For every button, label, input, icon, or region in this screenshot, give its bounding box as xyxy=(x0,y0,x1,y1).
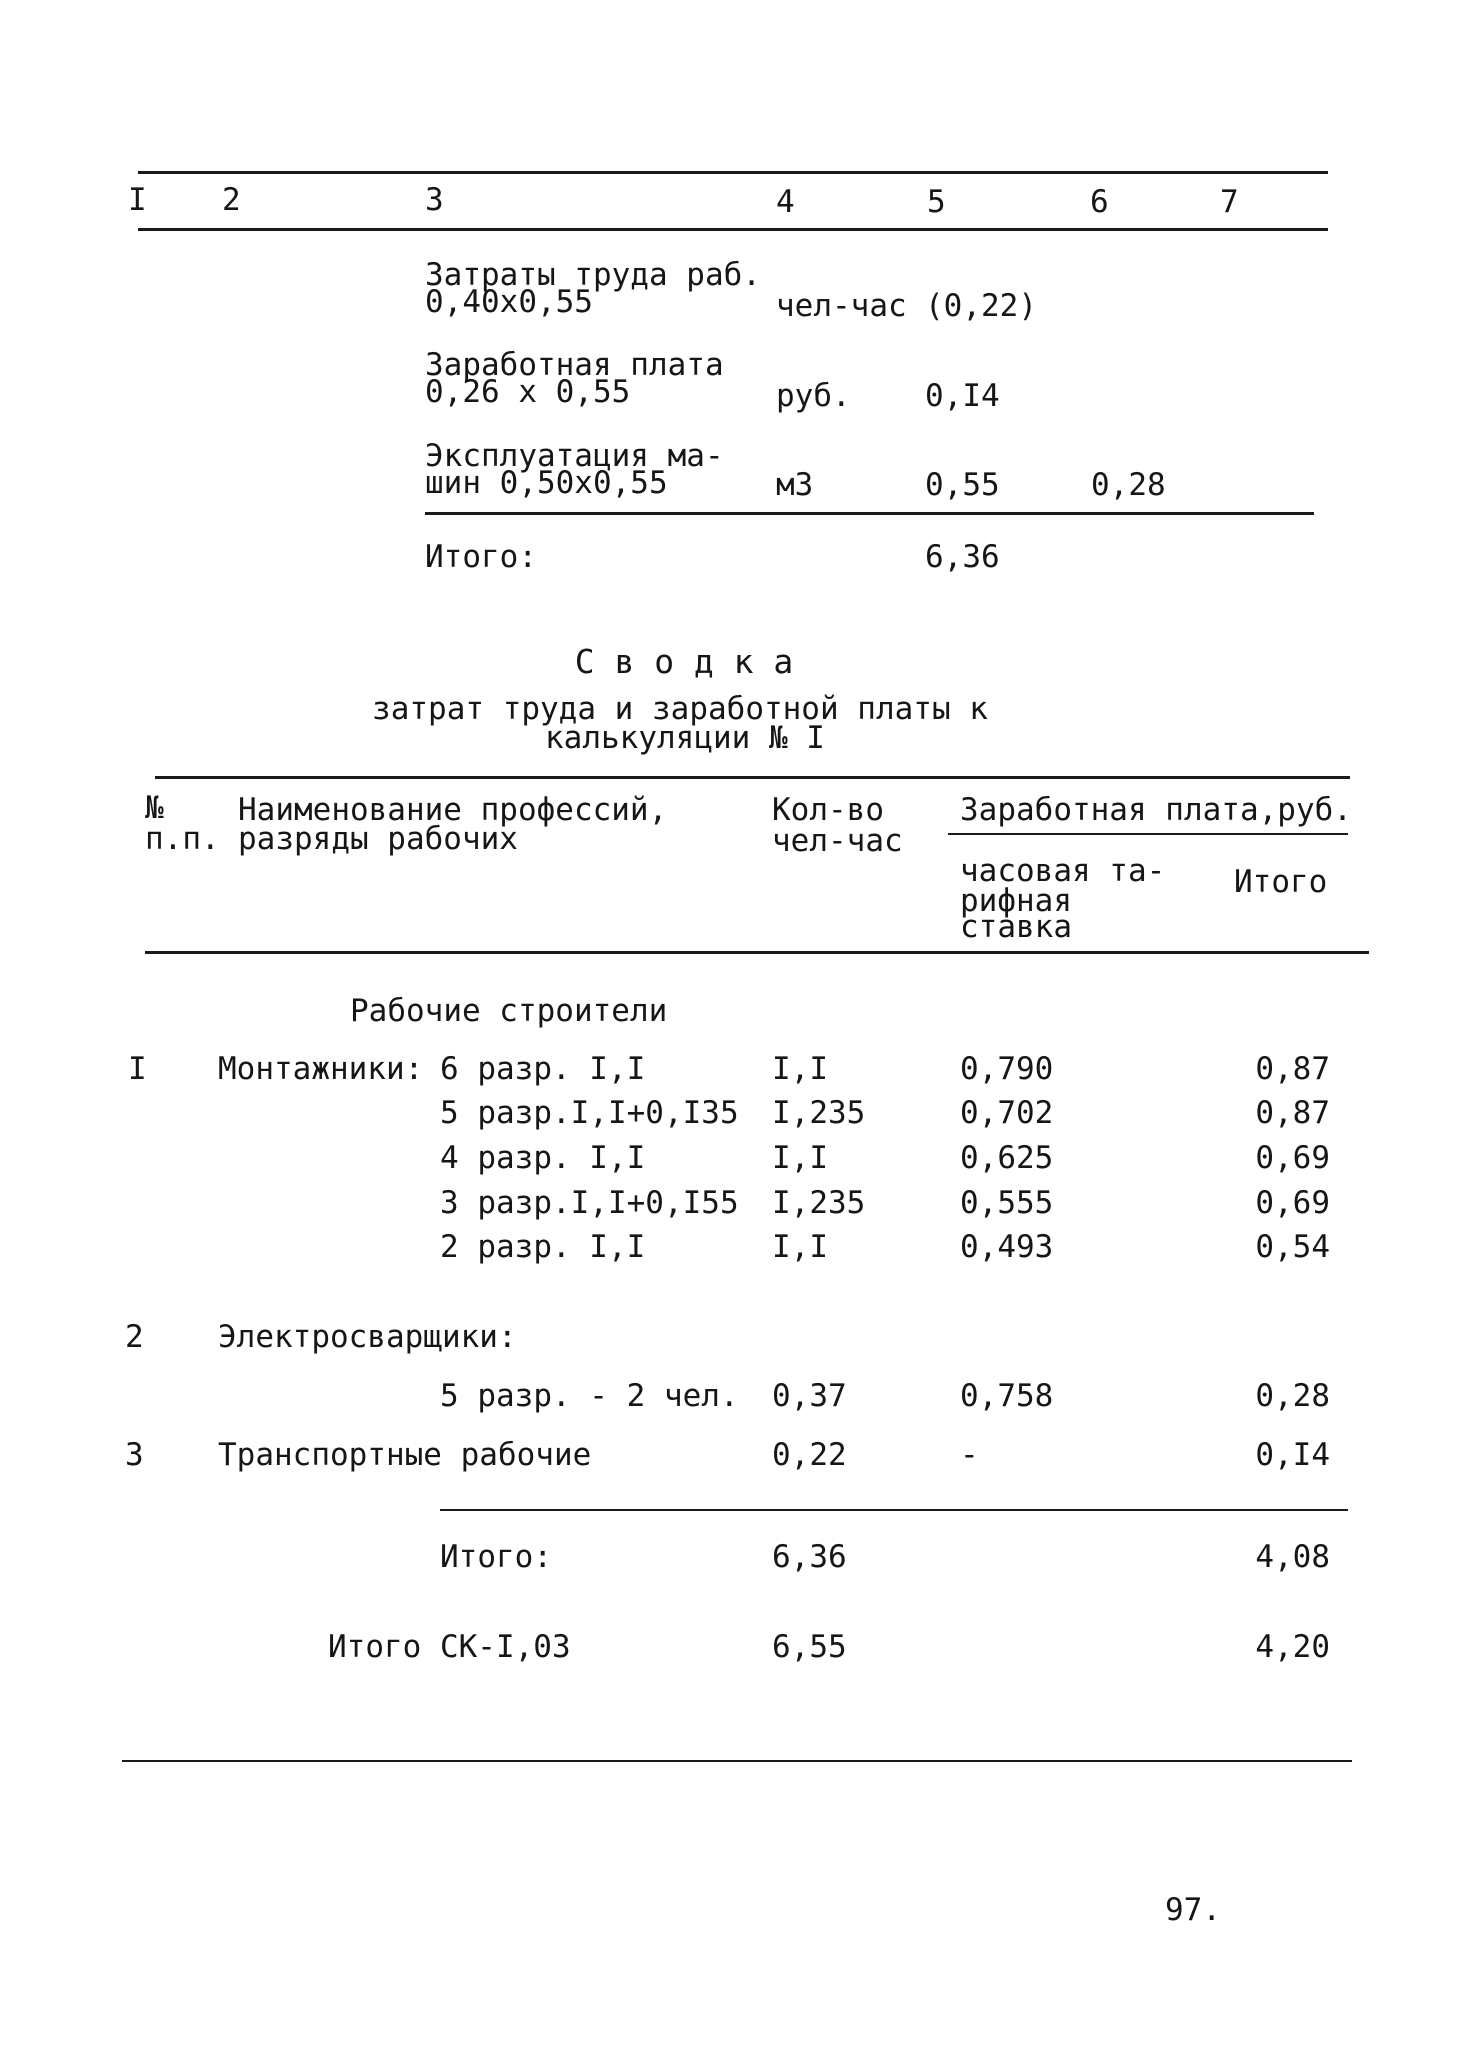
header-bottom-rule xyxy=(145,951,1369,954)
group-num: 2 xyxy=(125,1319,144,1355)
row-total: 0,I4 xyxy=(1255,1437,1330,1473)
row-qty: I,I xyxy=(772,1229,828,1265)
row-qty: 0,37 xyxy=(772,1378,847,1414)
row-total: 0,87 xyxy=(1255,1095,1330,1131)
header-rate-2: рифная xyxy=(960,883,1072,919)
col-number-7: 7 xyxy=(1220,184,1239,220)
summary-ck-label: Итого СК-I,03 xyxy=(328,1629,571,1665)
summary-ck-qty: 6,55 xyxy=(772,1629,847,1665)
header-rate: часовая та- xyxy=(960,853,1166,889)
row-formula: 0,40x0,55 xyxy=(425,284,593,320)
group-num: 3 xyxy=(125,1437,144,1473)
row-rate: - xyxy=(960,1437,979,1473)
row-grade: 2 разр. I,I xyxy=(440,1229,646,1265)
row-grade: 3 разр.I,I+0,I55 xyxy=(440,1185,739,1221)
col-number-6: 6 xyxy=(1090,184,1109,220)
row-grade: 5 разр. - 2 чел. xyxy=(440,1378,739,1414)
row-rate: 0,702 xyxy=(960,1095,1054,1131)
page-number: 97. xyxy=(1165,1892,1221,1928)
summary-subtitle-2: калькуляции № I xyxy=(545,720,825,756)
group-name: Транспортные рабочие xyxy=(218,1437,592,1473)
row-qty: I,235 xyxy=(772,1095,866,1131)
row-rate: 0,790 xyxy=(960,1051,1054,1087)
row-value: 0,55 xyxy=(925,467,1000,503)
row-total: 0,69 xyxy=(1255,1140,1330,1176)
bottom-rule xyxy=(122,1760,1352,1762)
row-unit: руб. xyxy=(776,378,851,414)
header-qty: Кол-во xyxy=(772,792,884,828)
row-qty: 0,22 xyxy=(772,1437,847,1473)
header-wage: Заработная плата,руб. xyxy=(960,792,1352,828)
summary-total-rule xyxy=(440,1509,1348,1511)
header-num: № xyxy=(145,790,164,826)
col-number-1: I xyxy=(128,182,147,218)
summary-title: С в о д к а xyxy=(574,642,794,681)
row-grade: 4 разр. I,I xyxy=(440,1140,646,1176)
top-rule xyxy=(138,171,1328,174)
row-total: 0,28 xyxy=(1255,1378,1330,1414)
row-total: 0,87 xyxy=(1255,1051,1330,1087)
group-name: Электросварщики: xyxy=(218,1319,517,1355)
summary-ck-sum: 4,20 xyxy=(1255,1629,1330,1665)
row-unit: чел-час xyxy=(776,288,907,324)
row-rate: 0,758 xyxy=(960,1378,1054,1414)
row-grade: 6 разр. I,I xyxy=(440,1051,646,1087)
row-rate: 0,555 xyxy=(960,1185,1054,1221)
summary-total-sum: 4,08 xyxy=(1255,1539,1330,1575)
row-unit: м3 xyxy=(776,467,814,503)
group-num: I xyxy=(128,1051,147,1087)
col-number-4: 4 xyxy=(776,184,795,220)
top-total-label: Итого: xyxy=(425,539,537,575)
header-rule xyxy=(138,228,1328,231)
row-qty: I,I xyxy=(772,1051,828,1087)
section-title: Рабочие строители xyxy=(350,993,668,1029)
header-total: Итого xyxy=(1234,864,1328,900)
top-total-value: 6,36 xyxy=(925,539,1000,575)
row-grade: 5 разр.I,I+0,I35 xyxy=(440,1095,739,1131)
total-rule xyxy=(425,512,1314,515)
header-sub-rule xyxy=(948,833,1348,835)
col-number-2: 2 xyxy=(222,182,241,218)
row-value: (0,22) xyxy=(925,288,1037,324)
row-qty: I,235 xyxy=(772,1185,866,1221)
row-total: 0,69 xyxy=(1255,1185,1330,1221)
header-qty-2: чел-час xyxy=(772,823,903,859)
header-name-2: разряды рабочих xyxy=(238,821,518,857)
row-formula: шин 0,50x0,55 xyxy=(425,465,668,501)
group-name: Монтажники: xyxy=(218,1051,424,1087)
header-rate-3: ставка xyxy=(960,909,1072,945)
header-name: Наименование профессий, xyxy=(238,792,668,828)
col-number-3: 3 xyxy=(425,182,444,218)
summary-subtitle-1: затрат труда и заработной платы к xyxy=(372,691,988,727)
row-total: 0,54 xyxy=(1255,1229,1330,1265)
col-number-5: 5 xyxy=(927,184,946,220)
row-name: Затраты труда раб. xyxy=(425,257,761,293)
summary-top-rule xyxy=(155,776,1350,779)
row-formula: 0,26 x 0,55 xyxy=(425,374,631,410)
summary-total-label: Итого: xyxy=(440,1539,552,1575)
row-value: 0,I4 xyxy=(925,378,1000,414)
row-rate: 0,625 xyxy=(960,1140,1054,1176)
row-qty: I,I xyxy=(772,1140,828,1176)
summary-total-qty: 6,36 xyxy=(772,1539,847,1575)
row-name: Заработная плата xyxy=(425,347,724,383)
row-rate: 0,493 xyxy=(960,1229,1054,1265)
row-name: Эксплуатация ма- xyxy=(425,438,724,474)
row-value-6: 0,28 xyxy=(1091,467,1166,503)
header-num-2: п.п. xyxy=(145,821,220,857)
